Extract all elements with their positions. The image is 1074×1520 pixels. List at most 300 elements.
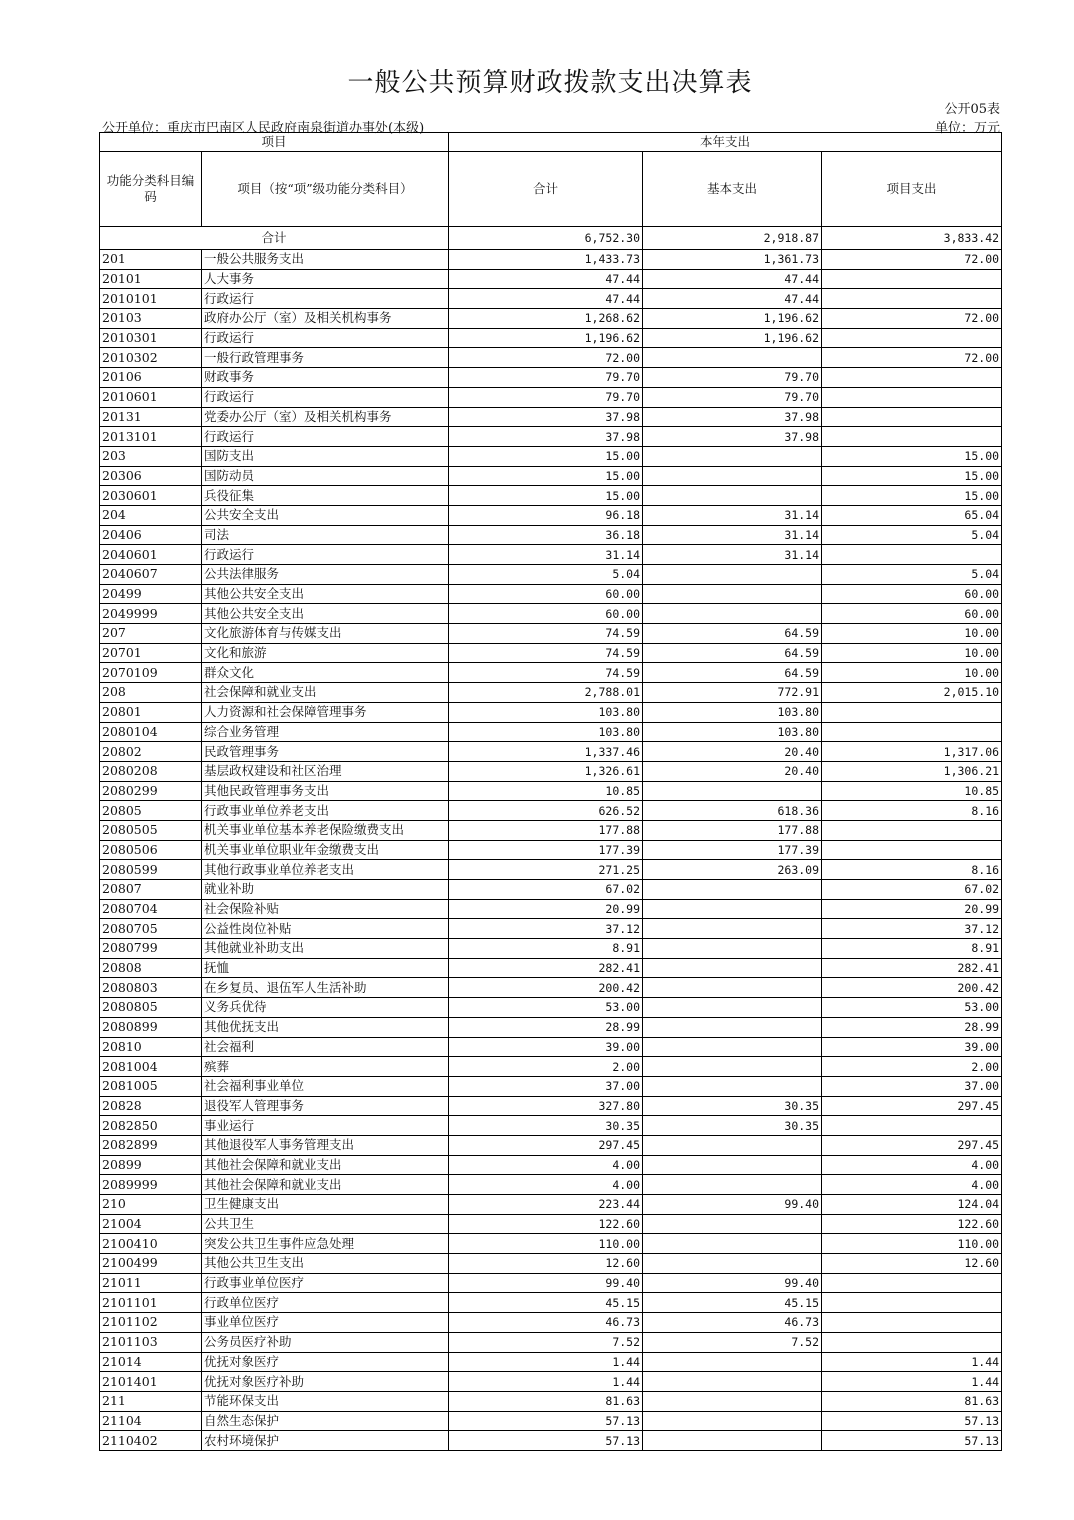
row-code: 2010301 — [100, 328, 202, 348]
header-project-expense: 项目支出 — [822, 152, 1002, 227]
row-total: 327.80 — [449, 1096, 643, 1116]
row-code: 20406 — [100, 525, 202, 545]
row-name: 公共安全支出 — [202, 505, 449, 525]
table-row — [100, 309, 1002, 329]
table-row — [100, 446, 1002, 466]
table-row — [100, 387, 1002, 407]
row-total: 297.45 — [449, 1135, 643, 1155]
row-basic: 46.73 — [643, 1313, 822, 1333]
row-project: 10.00 — [822, 663, 1002, 683]
row-basic: 79.70 — [643, 387, 822, 407]
row-total: 39.00 — [449, 1037, 643, 1057]
row-code: 2030601 — [100, 486, 202, 506]
row-total: 57.13 — [449, 1431, 643, 1451]
table-row — [100, 328, 1002, 348]
row-total: 103.80 — [449, 702, 643, 722]
table-row — [100, 1372, 1002, 1392]
row-code: 20899 — [100, 1155, 202, 1175]
row-basic: 30.35 — [643, 1096, 822, 1116]
row-project: 15.00 — [822, 446, 1002, 466]
row-project: 72.00 — [822, 309, 1002, 329]
row-name: 优抚对象医疗 — [202, 1352, 449, 1372]
row-basic — [643, 1234, 822, 1254]
row-project: 12.60 — [822, 1254, 1002, 1274]
row-basic — [643, 466, 822, 486]
row-total: 223.44 — [449, 1195, 643, 1215]
row-code: 21011 — [100, 1273, 202, 1293]
row-basic — [643, 1037, 822, 1057]
row-total: 7.52 — [449, 1332, 643, 1352]
row-project: 1.44 — [822, 1352, 1002, 1372]
row-name: 社会福利事业单位 — [202, 1076, 449, 1096]
row-total: 1.44 — [449, 1352, 643, 1372]
table-row — [100, 761, 1002, 781]
row-total: 37.00 — [449, 1076, 643, 1096]
page-title: 一般公共预算财政拨款支出决算表 — [347, 68, 753, 98]
table-row — [100, 899, 1002, 919]
row-total: 30.35 — [449, 1116, 643, 1136]
row-project: 10.00 — [822, 624, 1002, 644]
row-code: 2080805 — [100, 998, 202, 1018]
table-row — [100, 919, 1002, 939]
table-row — [100, 683, 1002, 703]
header-project: 项目 — [100, 133, 449, 152]
row-code: 2101401 — [100, 1372, 202, 1392]
row-name: 卫生健康支出 — [202, 1195, 449, 1215]
row-total: 15.00 — [449, 446, 643, 466]
row-basic: 47.44 — [643, 269, 822, 289]
row-total: 99.40 — [449, 1273, 643, 1293]
row-name: 公务员医疗补助 — [202, 1332, 449, 1352]
table-row — [100, 998, 1002, 1018]
row-basic — [643, 1135, 822, 1155]
row-code: 207 — [100, 624, 202, 644]
row-name: 退役军人管理事务 — [202, 1096, 449, 1116]
row-total: 271.25 — [449, 860, 643, 880]
row-name: 其他就业补助支出 — [202, 939, 449, 959]
table-row — [100, 427, 1002, 447]
row-basic — [643, 919, 822, 939]
row-basic: 177.39 — [643, 840, 822, 860]
row-name: 其他退役军人事务管理支出 — [202, 1135, 449, 1155]
row-name: 其他公共安全支出 — [202, 604, 449, 624]
row-name: 在乡复员、退伍军人生活补助 — [202, 978, 449, 998]
row-basic: 20.40 — [643, 742, 822, 762]
row-basic: 1,196.62 — [643, 328, 822, 348]
row-project — [822, 328, 1002, 348]
row-name: 公共法律服务 — [202, 565, 449, 585]
row-code: 2070109 — [100, 663, 202, 683]
row-total: 74.59 — [449, 624, 643, 644]
row-name: 其他社会保障和就业支出 — [202, 1155, 449, 1175]
row-total: 200.42 — [449, 978, 643, 998]
row-total: 10.85 — [449, 781, 643, 801]
form-number: 公开05表 — [944, 102, 1000, 117]
row-project: 2.00 — [822, 1057, 1002, 1077]
row-project: 1,317.06 — [822, 742, 1002, 762]
row-code: 2080104 — [100, 722, 202, 742]
row-basic: 20.40 — [643, 761, 822, 781]
row-basic — [643, 1254, 822, 1274]
row-basic — [643, 565, 822, 585]
row-basic — [643, 958, 822, 978]
row-code: 20807 — [100, 880, 202, 900]
row-code: 21004 — [100, 1214, 202, 1234]
table-row — [100, 643, 1002, 663]
row-total: 2.00 — [449, 1057, 643, 1077]
row-project — [822, 427, 1002, 447]
row-basic — [643, 978, 822, 998]
header-year-expense: 本年支出 — [449, 133, 1002, 152]
row-basic — [643, 1391, 822, 1411]
table-row — [100, 1431, 1002, 1451]
total-label: 合计 — [100, 227, 449, 250]
row-basic — [643, 1175, 822, 1195]
header-name: 项目（按“项”级功能分类科目） — [202, 152, 449, 227]
table-row — [100, 1096, 1002, 1116]
row-code: 211 — [100, 1391, 202, 1411]
row-project — [822, 722, 1002, 742]
row-basic: 64.59 — [643, 624, 822, 644]
row-basic — [643, 1431, 822, 1451]
row-basic — [643, 899, 822, 919]
row-project: 53.00 — [822, 998, 1002, 1018]
row-total: 53.00 — [449, 998, 643, 1018]
row-name: 事业单位医疗 — [202, 1313, 449, 1333]
row-basic — [643, 486, 822, 506]
row-project: 60.00 — [822, 604, 1002, 624]
table-row — [100, 368, 1002, 388]
row-total: 28.99 — [449, 1017, 643, 1037]
row-project: 10.00 — [822, 643, 1002, 663]
row-total: 1,326.61 — [449, 761, 643, 781]
row-code: 201 — [100, 250, 202, 270]
row-name: 自然生态保护 — [202, 1411, 449, 1431]
row-basic: 45.15 — [643, 1293, 822, 1313]
row-project: 72.00 — [822, 348, 1002, 368]
row-code: 2040607 — [100, 565, 202, 585]
row-total: 37.98 — [449, 427, 643, 447]
row-name: 其他民政管理事务支出 — [202, 781, 449, 801]
row-total: 110.00 — [449, 1234, 643, 1254]
table-row — [100, 860, 1002, 880]
row-project: 8.16 — [822, 860, 1002, 880]
row-basic — [643, 1076, 822, 1096]
row-name: 行政运行 — [202, 387, 449, 407]
row-project: 72.00 — [822, 250, 1002, 270]
row-code: 2081005 — [100, 1076, 202, 1096]
row-name: 行政运行 — [202, 328, 449, 348]
row-code: 20101 — [100, 269, 202, 289]
row-project: 5.04 — [822, 525, 1002, 545]
row-code: 20103 — [100, 309, 202, 329]
table-row — [100, 289, 1002, 309]
row-name: 财政事务 — [202, 368, 449, 388]
row-project: 28.99 — [822, 1017, 1002, 1037]
row-code: 2080705 — [100, 919, 202, 939]
row-project: 1.44 — [822, 1372, 1002, 1392]
total-row — [100, 227, 1002, 250]
row-project: 124.04 — [822, 1195, 1002, 1215]
header-basic: 基本支出 — [643, 152, 822, 227]
row-project — [822, 1313, 1002, 1333]
row-code: 20828 — [100, 1096, 202, 1116]
row-total: 12.60 — [449, 1254, 643, 1274]
row-name: 机关事业单位基本养老保险缴费支出 — [202, 820, 449, 840]
row-code: 2080505 — [100, 820, 202, 840]
row-basic: 263.09 — [643, 860, 822, 880]
row-project — [822, 545, 1002, 565]
row-basic — [643, 1214, 822, 1234]
row-code: 204 — [100, 505, 202, 525]
row-code: 2080506 — [100, 840, 202, 860]
row-total: 79.70 — [449, 368, 643, 388]
row-code: 2100499 — [100, 1254, 202, 1274]
row-code: 20701 — [100, 643, 202, 663]
row-total: 31.14 — [449, 545, 643, 565]
row-basic — [643, 1155, 822, 1175]
row-basic: 99.40 — [643, 1195, 822, 1215]
row-code: 2080299 — [100, 781, 202, 801]
table-row — [100, 840, 1002, 860]
row-basic — [643, 1017, 822, 1037]
row-name: 义务兵优待 — [202, 998, 449, 1018]
row-project — [822, 820, 1002, 840]
row-name: 群众文化 — [202, 663, 449, 683]
row-name: 社会保险补贴 — [202, 899, 449, 919]
table-row — [100, 781, 1002, 801]
row-name: 党委办公厅（室）及相关机构事务 — [202, 407, 449, 427]
row-basic: 103.80 — [643, 722, 822, 742]
row-name: 优抚对象医疗补助 — [202, 1372, 449, 1392]
row-project: 20.99 — [822, 899, 1002, 919]
row-basic — [643, 998, 822, 1018]
row-code: 21104 — [100, 1411, 202, 1431]
table-row — [100, 604, 1002, 624]
row-code: 2110402 — [100, 1431, 202, 1451]
row-project — [822, 1273, 1002, 1293]
row-project — [822, 1332, 1002, 1352]
row-total: 8.91 — [449, 939, 643, 959]
row-project: 8.91 — [822, 939, 1002, 959]
row-project — [822, 1116, 1002, 1136]
row-total: 1,433.73 — [449, 250, 643, 270]
row-project: 57.13 — [822, 1431, 1002, 1451]
row-project — [822, 702, 1002, 722]
row-total: 67.02 — [449, 880, 643, 900]
row-name: 事业运行 — [202, 1116, 449, 1136]
row-code: 20801 — [100, 702, 202, 722]
row-name: 国防支出 — [202, 446, 449, 466]
row-total: 626.52 — [449, 801, 643, 821]
table-row — [100, 939, 1002, 959]
row-total: 96.18 — [449, 505, 643, 525]
table-row — [100, 565, 1002, 585]
row-basic: 30.35 — [643, 1116, 822, 1136]
row-basic: 618.36 — [643, 801, 822, 821]
row-code: 2010101 — [100, 289, 202, 309]
table-row — [100, 1254, 1002, 1274]
row-project: 15.00 — [822, 466, 1002, 486]
table-row — [100, 663, 1002, 683]
row-name: 农村环境保护 — [202, 1431, 449, 1451]
row-code: 2080899 — [100, 1017, 202, 1037]
row-total: 282.41 — [449, 958, 643, 978]
header-row-2 — [100, 152, 1002, 227]
table-row — [100, 1076, 1002, 1096]
row-name: 其他行政事业单位养老支出 — [202, 860, 449, 880]
row-code: 2101101 — [100, 1293, 202, 1313]
row-basic — [643, 1372, 822, 1392]
row-basic: 1,361.73 — [643, 250, 822, 270]
row-basic — [643, 446, 822, 466]
table-row — [100, 1175, 1002, 1195]
row-basic: 37.98 — [643, 407, 822, 427]
table-row — [100, 702, 1002, 722]
row-basic — [643, 1057, 822, 1077]
row-total: 57.13 — [449, 1411, 643, 1431]
row-project — [822, 1293, 1002, 1313]
table-row — [100, 1037, 1002, 1057]
row-project: 8.16 — [822, 801, 1002, 821]
table-row — [100, 624, 1002, 644]
row-code: 20808 — [100, 958, 202, 978]
row-name: 社会福利 — [202, 1037, 449, 1057]
table-row — [100, 1411, 1002, 1431]
row-name: 一般行政管理事务 — [202, 348, 449, 368]
row-project: 297.45 — [822, 1135, 1002, 1155]
row-code: 20131 — [100, 407, 202, 427]
total-basic: 2,918.87 — [643, 227, 822, 250]
row-total: 45.15 — [449, 1293, 643, 1313]
row-total: 46.73 — [449, 1313, 643, 1333]
table-row — [100, 1195, 1002, 1215]
row-name: 就业补助 — [202, 880, 449, 900]
row-total: 177.88 — [449, 820, 643, 840]
row-code: 2049999 — [100, 604, 202, 624]
table-row — [100, 958, 1002, 978]
row-total: 122.60 — [449, 1214, 643, 1234]
row-project — [822, 289, 1002, 309]
row-name: 突发公共卫生事件应急处理 — [202, 1234, 449, 1254]
row-basic: 47.44 — [643, 289, 822, 309]
row-name: 司法 — [202, 525, 449, 545]
row-code: 2080208 — [100, 761, 202, 781]
row-project: 4.00 — [822, 1155, 1002, 1175]
table-row — [100, 722, 1002, 742]
row-name: 文化旅游体育与传媒支出 — [202, 624, 449, 644]
row-project: 110.00 — [822, 1234, 1002, 1254]
row-basic — [643, 348, 822, 368]
row-basic — [643, 939, 822, 959]
table-row — [100, 269, 1002, 289]
row-name: 文化和旅游 — [202, 643, 449, 663]
row-total: 15.00 — [449, 466, 643, 486]
row-name: 人力资源和社会保障管理事务 — [202, 702, 449, 722]
row-basic: 7.52 — [643, 1332, 822, 1352]
row-project — [822, 407, 1002, 427]
row-basic: 31.14 — [643, 545, 822, 565]
row-name: 民政管理事务 — [202, 742, 449, 762]
row-code: 2081004 — [100, 1057, 202, 1077]
row-project: 39.00 — [822, 1037, 1002, 1057]
currency-unit: 单位：万元 — [934, 121, 1000, 136]
table-row — [100, 880, 1002, 900]
row-name: 殡葬 — [202, 1057, 449, 1077]
row-total: 4.00 — [449, 1175, 643, 1195]
row-project: 37.12 — [822, 919, 1002, 939]
row-basic: 79.70 — [643, 368, 822, 388]
row-total: 1,196.62 — [449, 328, 643, 348]
reporting-unit: 公开单位：重庆市巴南区人民政府南泉街道办事处(本级) — [102, 121, 425, 136]
row-name: 人大事务 — [202, 269, 449, 289]
row-code: 20499 — [100, 584, 202, 604]
row-project: 4.00 — [822, 1175, 1002, 1195]
row-code: 2080803 — [100, 978, 202, 998]
row-basic — [643, 880, 822, 900]
table-row — [100, 1214, 1002, 1234]
row-basic: 64.59 — [643, 643, 822, 663]
row-code: 2010302 — [100, 348, 202, 368]
row-name: 兵役征集 — [202, 486, 449, 506]
table-row — [100, 742, 1002, 762]
header-total: 合计 — [449, 152, 643, 227]
table-row — [100, 1352, 1002, 1372]
table-row — [100, 1155, 1002, 1175]
table-row — [100, 1293, 1002, 1313]
table-row — [100, 1313, 1002, 1333]
row-project: 5.04 — [822, 565, 1002, 585]
row-name: 行政事业单位医疗 — [202, 1273, 449, 1293]
row-name: 基层政权建设和社区治理 — [202, 761, 449, 781]
row-total: 4.00 — [449, 1155, 643, 1175]
table-row — [100, 1391, 1002, 1411]
table-row — [100, 978, 1002, 998]
row-basic — [643, 781, 822, 801]
row-code: 2080704 — [100, 899, 202, 919]
row-project: 200.42 — [822, 978, 1002, 998]
unit-line — [102, 117, 1000, 136]
row-project: 282.41 — [822, 958, 1002, 978]
table-row — [100, 525, 1002, 545]
row-name: 行政单位医疗 — [202, 1293, 449, 1313]
row-basic — [643, 604, 822, 624]
row-project: 1,306.21 — [822, 761, 1002, 781]
table-row — [100, 1273, 1002, 1293]
row-name: 一般公共服务支出 — [202, 250, 449, 270]
row-total: 60.00 — [449, 604, 643, 624]
row-code: 203 — [100, 446, 202, 466]
row-project: 37.00 — [822, 1076, 1002, 1096]
row-project — [822, 269, 1002, 289]
row-total: 81.63 — [449, 1391, 643, 1411]
row-code: 20306 — [100, 466, 202, 486]
row-basic — [643, 1352, 822, 1372]
row-project: 67.02 — [822, 880, 1002, 900]
row-basic: 31.14 — [643, 525, 822, 545]
row-project: 57.13 — [822, 1411, 1002, 1431]
row-code: 2013101 — [100, 427, 202, 447]
row-name: 公共卫生 — [202, 1214, 449, 1234]
row-basic — [643, 1411, 822, 1431]
row-name: 行政事业单位养老支出 — [202, 801, 449, 821]
table-row — [100, 1332, 1002, 1352]
row-total: 37.12 — [449, 919, 643, 939]
row-basic: 37.98 — [643, 427, 822, 447]
row-basic: 64.59 — [643, 663, 822, 683]
row-name: 国防动员 — [202, 466, 449, 486]
row-basic: 103.80 — [643, 702, 822, 722]
